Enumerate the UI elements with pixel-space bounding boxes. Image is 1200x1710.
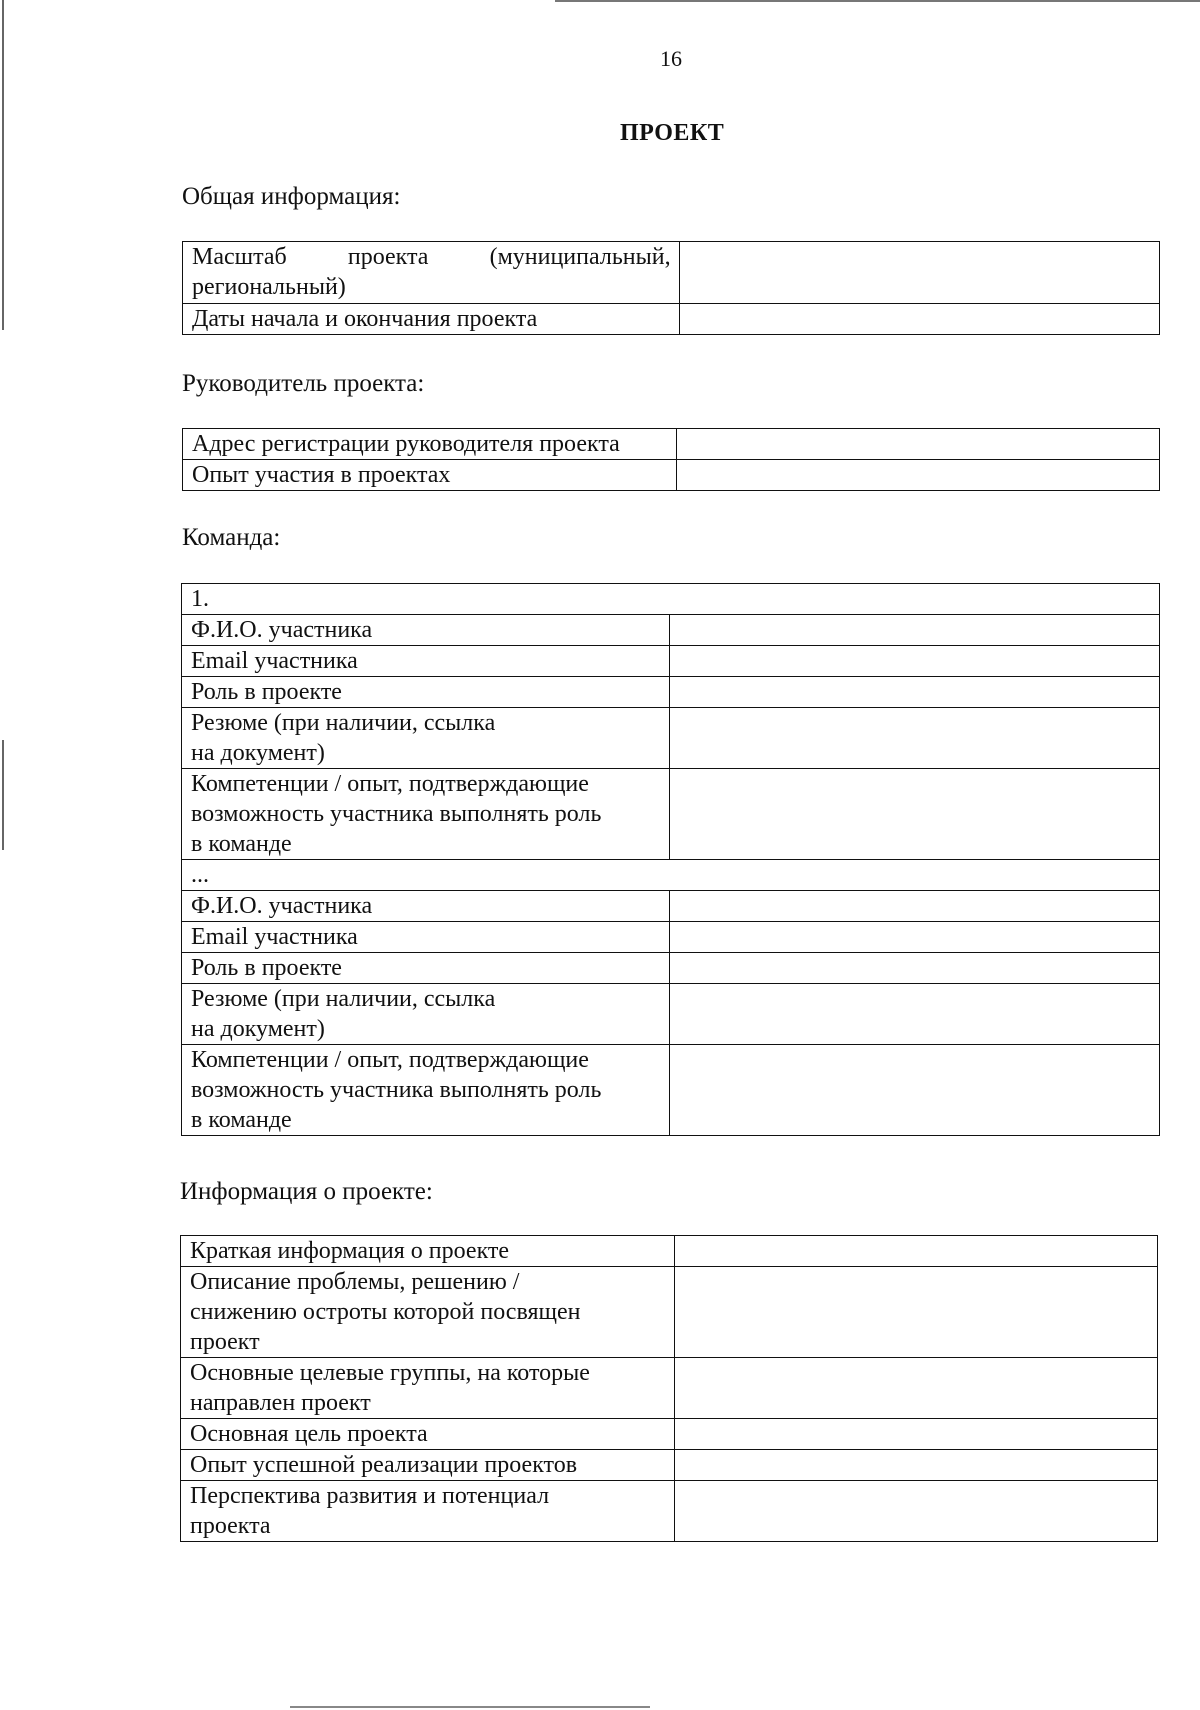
page-number: 16 <box>660 46 682 71</box>
member1-row-2-value[interactable] <box>669 677 1159 708</box>
project-row-5-value[interactable] <box>674 1481 1157 1542</box>
table-row <box>182 769 1160 860</box>
table-row <box>182 922 1160 953</box>
table-row <box>183 429 1160 460</box>
member2-row-2-label: Роль в проекте <box>182 953 670 984</box>
scale-label-line2: региональный) <box>192 274 346 300</box>
leader-row-1-label: Опыт участия в проектах <box>183 460 677 491</box>
member2-row-0-value[interactable] <box>669 891 1159 922</box>
member2-row-4-value[interactable] <box>669 1045 1159 1136</box>
member2-row-3-label: Резюме (при наличии, ссылка на документ) <box>182 984 670 1045</box>
member1-row-2-label: Роль в проекте <box>182 677 670 708</box>
section-heading-team: Команда: <box>182 524 281 551</box>
table-row <box>181 1419 1158 1450</box>
project-row-1-label: Описание проблемы, решению / снижению остроты которой посвящен проект <box>181 1267 675 1358</box>
project-row-2-value[interactable] <box>674 1358 1157 1419</box>
member1-row-4-value[interactable] <box>669 769 1159 860</box>
project-row-4-label: Опыт успешной реализации проектов <box>181 1450 675 1481</box>
section-heading-general: Общая информация: <box>182 183 401 210</box>
member1-row-3-label: Резюме (при наличии, ссылка на документ) <box>182 708 670 769</box>
table-row <box>182 677 1160 708</box>
scan-left-rule <box>2 0 4 330</box>
member1-row-3-value[interactable] <box>669 708 1159 769</box>
project-info-table <box>180 1235 1158 1542</box>
table-row <box>182 860 1160 891</box>
member1-row-0-value[interactable] <box>669 615 1159 646</box>
section-heading-project-info: Информация о проекте: <box>180 1178 433 1205</box>
section-heading-leader: Руководитель проекта: <box>182 370 425 397</box>
project-row-3-label: Основная цель проекта <box>181 1419 675 1450</box>
member2-row-2-value[interactable] <box>669 953 1159 984</box>
scan-top-rule <box>555 0 1200 2</box>
document-title: ПРОЕКТ <box>620 120 725 146</box>
table-row <box>182 708 1160 769</box>
table-row <box>183 304 1160 335</box>
table-row <box>181 1481 1158 1542</box>
table-row <box>182 1045 1160 1136</box>
team-table <box>181 583 1160 1136</box>
member1-row-0-label: Ф.И.О. участника <box>182 615 670 646</box>
table-row <box>182 584 1160 615</box>
table-row <box>181 1267 1158 1358</box>
member1-row-1-value[interactable] <box>669 646 1159 677</box>
leader-row-0-value[interactable] <box>676 429 1159 460</box>
member2-row-0-label: Ф.И.О. участника <box>182 891 670 922</box>
table-row <box>182 953 1160 984</box>
project-row-0-value[interactable] <box>674 1236 1157 1267</box>
member2-row-1-label: Email участника <box>182 922 670 953</box>
leader-table <box>182 428 1160 491</box>
member-ellipsis-cell: ... <box>182 860 1160 891</box>
table-row <box>182 615 1160 646</box>
dates-value-cell[interactable] <box>679 304 1159 335</box>
leader-row-1-value[interactable] <box>676 460 1159 491</box>
scan-bottom-rule <box>290 1706 650 1708</box>
table-row <box>181 1236 1158 1267</box>
member2-row-4-label: Компетенции / опыт, подтверждающие возможность участника выполнять роль в команде <box>182 1045 670 1136</box>
table-row <box>183 242 1160 304</box>
member-number-cell: 1. <box>182 584 1160 615</box>
project-row-3-value[interactable] <box>674 1419 1157 1450</box>
table-row <box>182 984 1160 1045</box>
member1-row-4-label: Компетенции / опыт, подтверждающие возможность участника выполнять роль в команде <box>182 769 670 860</box>
scan-left-rule-2 <box>2 740 4 850</box>
project-row-2-label: Основные целевые группы, на которые направлен проект <box>181 1358 675 1419</box>
scale-label-cell <box>183 242 680 304</box>
table-row <box>183 460 1160 491</box>
table-row <box>182 646 1160 677</box>
member2-row-3-value[interactable] <box>669 984 1159 1045</box>
leader-row-0-label: Адрес регистрации руководителя проекта <box>183 429 677 460</box>
dates-label-cell: Даты начала и окончания проекта <box>183 304 680 335</box>
scale-label-line1: Масштаб проекта (муниципальный, <box>192 244 671 270</box>
general-info-table <box>182 241 1160 335</box>
member2-row-1-value[interactable] <box>669 922 1159 953</box>
member1-row-1-label: Email участника <box>182 646 670 677</box>
project-row-1-value[interactable] <box>674 1267 1157 1358</box>
project-row-4-value[interactable] <box>674 1450 1157 1481</box>
table-row <box>181 1450 1158 1481</box>
table-row <box>182 891 1160 922</box>
project-row-0-label: Краткая информация о проекте <box>181 1236 675 1267</box>
table-row <box>181 1358 1158 1419</box>
project-row-5-label: Перспектива развития и потенциал проекта <box>181 1481 675 1542</box>
scale-value-cell[interactable] <box>679 242 1159 304</box>
